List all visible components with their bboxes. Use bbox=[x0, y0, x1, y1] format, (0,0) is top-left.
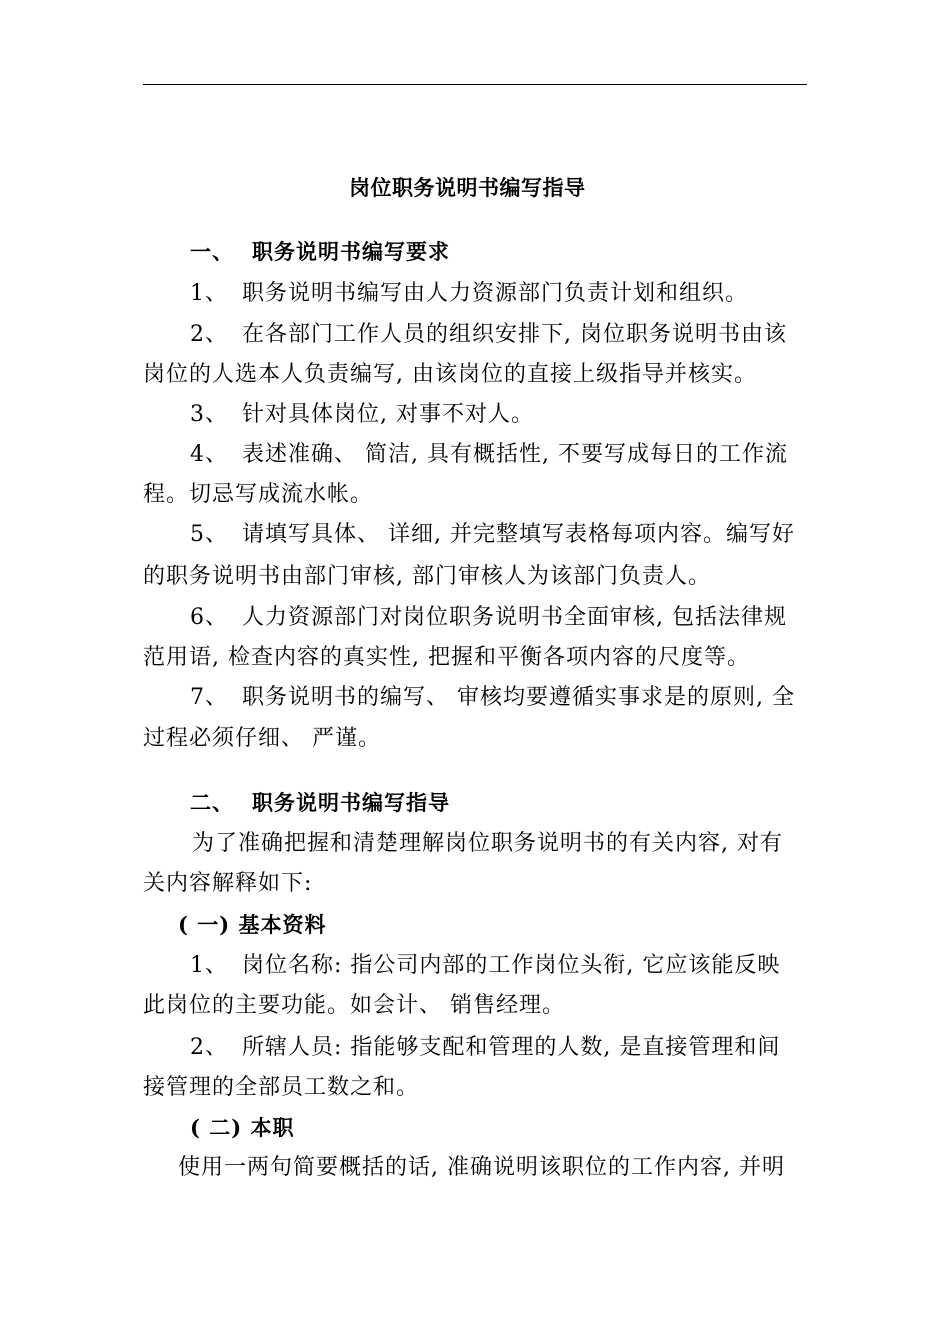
list-item bbox=[190, 951, 780, 981]
item-number: 2、 bbox=[190, 322, 228, 347]
item-text: 岗位名称: 指公司内部的工作岗位头衔, 它应该能反映 bbox=[242, 953, 781, 978]
list-item-continuation: 范用语, 检查内容的真实性, 把握和平衡各项内容的尺度等。 bbox=[143, 645, 750, 670]
section-2-title: 职务说明书编写指导 bbox=[252, 790, 450, 815]
list-item-continuation: 此岗位的主要功能。如会计、 销售经理。 bbox=[143, 993, 565, 1018]
intro-paragraph-continuation: 关内容解释如下: bbox=[143, 871, 313, 896]
list-item bbox=[190, 440, 788, 470]
item-number: 5、 bbox=[190, 522, 228, 547]
intro-paragraph: 为了准确把握和清楚理解岗位职务说明书的有关内容, 对有 bbox=[192, 831, 783, 856]
body-paragraph: 使用一两句简要概括的话, 准确说明该职位的工作内容, 并明 bbox=[178, 1155, 785, 1180]
list-item-continuation: 程。切忌写成流水帐。 bbox=[143, 482, 374, 507]
item-number: 6、 bbox=[190, 605, 228, 630]
list-item-continuation: 的职务说明书由部门审核, 部门审核人为该部门负责人。 bbox=[143, 564, 711, 589]
list-item-continuation: 过程必须仔细、 严谨。 bbox=[143, 726, 381, 751]
section-2-number: 二、 bbox=[190, 790, 234, 815]
list-item bbox=[190, 1033, 780, 1063]
item-text: 人力资源部门对岗位职务说明书全面审核, 包括法律规 bbox=[242, 605, 787, 630]
section-2-heading bbox=[190, 788, 450, 818]
item-text: 表述准确、 简洁, 具有概括性, 不要写成每日的工作流 bbox=[242, 442, 788, 467]
subsection-2-heading: ( 二) 本职 bbox=[190, 1115, 295, 1140]
item-number: 4、 bbox=[190, 442, 228, 467]
section-1-heading bbox=[190, 237, 450, 267]
item-number: 7、 bbox=[190, 685, 228, 710]
document-title: 岗位职务说明书编写指导 bbox=[349, 175, 586, 200]
list-item bbox=[190, 320, 787, 350]
item-number: 2、 bbox=[190, 1035, 228, 1060]
section-1-title: 职务说明书编写要求 bbox=[252, 239, 450, 264]
list-item-continuation: 岗位的人选本人负责编写, 由该岗位的直接上级指导并核实。 bbox=[143, 362, 757, 387]
header-rule bbox=[143, 84, 807, 85]
item-text: 职务说明书编写由人力资源部门负责计划和组织。 bbox=[242, 281, 749, 306]
list-item-continuation: 接管理的全部员工数之和。 bbox=[143, 1075, 420, 1100]
item-text: 职务说明书的编写、 审核均要遵循实事求是的原则, 全 bbox=[242, 685, 795, 710]
subsection-1-heading: ( 一) 基本资料 bbox=[178, 912, 327, 937]
list-item bbox=[190, 683, 795, 713]
list-item bbox=[190, 603, 787, 633]
item-text: 针对具体岗位, 对事不对人。 bbox=[242, 402, 534, 427]
item-number: 1、 bbox=[190, 953, 228, 978]
item-number: 1、 bbox=[190, 281, 228, 306]
list-item bbox=[190, 400, 534, 430]
list-item bbox=[190, 279, 748, 309]
item-text: 请填写具体、 详细, 并完整填写表格每项内容。编写好 bbox=[242, 522, 795, 547]
item-text: 所辖人员: 指能够支配和管理的人数, 是直接管理和间 bbox=[242, 1035, 781, 1060]
item-number: 3、 bbox=[190, 402, 228, 427]
item-text: 在各部门工作人员的组织安排下, 岗位职务说明书由该 bbox=[242, 322, 787, 347]
list-item bbox=[190, 520, 795, 550]
section-1-number: 一、 bbox=[190, 239, 234, 264]
